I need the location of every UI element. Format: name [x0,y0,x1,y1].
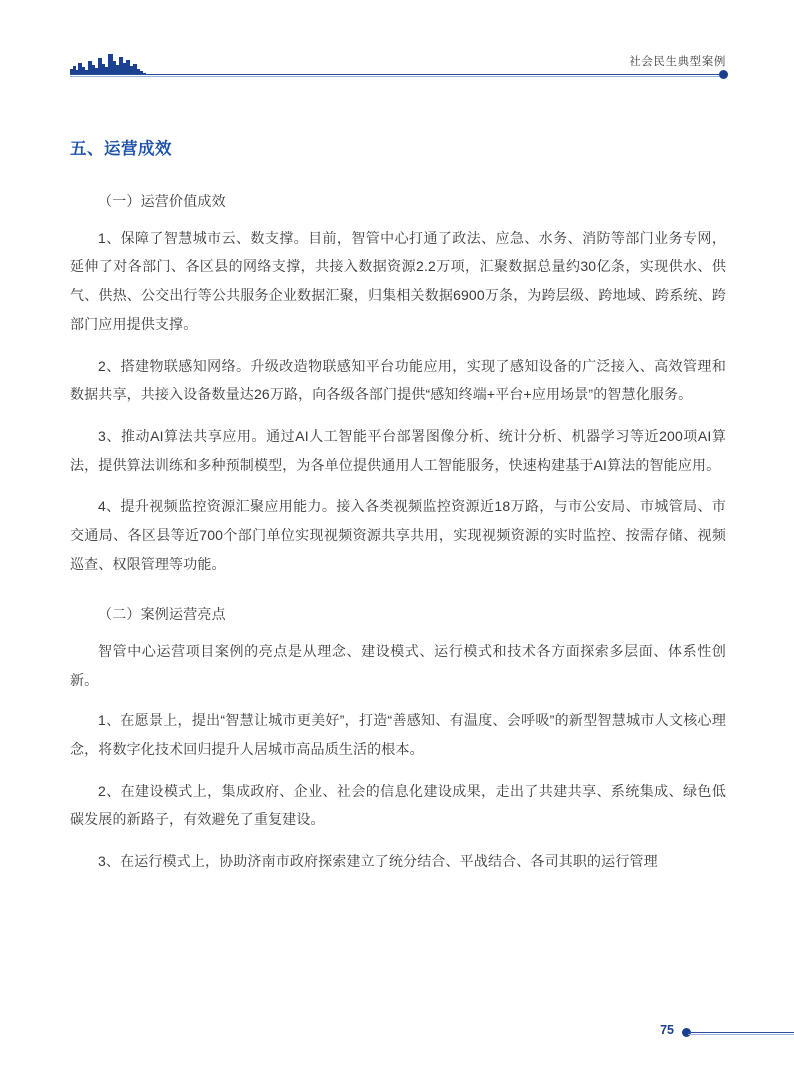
header-end-dot-icon [719,70,728,79]
subsection-two-heading: （二）案例运营亮点 [98,606,226,623]
highlight-item-2: 2、在建设模式上，集成政府、企业、社会的信息化建设成果，走出了共建共享、系统集成、绿色低碳发展的新路子，有效避免了重复建设。 [70,782,726,828]
page-number: 75 [660,1023,674,1037]
header-rule-shadow [70,76,726,77]
header-title: 社会民生典型案例 [629,56,726,68]
paragraph-item-2: 2、搭建物联感知网络。升级改造物联感知平台功能应用，实现了感知设备的广泛接入、高效管理和数据共享，共接入设备数量达26万路，向各级各部门提供“感知终端+平台+应用场景”的智慧化服务。 [70,357,726,403]
paragraph-item-4: 4、提升视频监控资源汇聚应用能力。接入各类视频监控资源近18万路，与市公安局、市城管局、市交通局、各区县等近700个部门单位实现视频资源共享共用，实现视频资源的实时监控、按需存储、视频巡查、权限管理等功能。 [70,498,726,572]
highlight-item-1: 1、在愿景上，提出“智慧让城市更美好”，打造“善感知、有温度、会呼吸”的新型智慧城市人文核心理念，将数字化技术回归提升人居城市高品质生活的根本。 [70,712,726,758]
section-spacer [70,591,726,600]
subsection-two-intro: 智管中心运营项目案例的亮点是从理念、建设模式、运行模式和技术各方面探索多层面、体系性创新。 [70,643,726,688]
footer-rule [688,1032,794,1033]
document-content [70,138,726,889]
city-skyline-icon [70,52,150,76]
paragraph-item-3: 3、推动AI算法共享应用。通过AI人工智能平台部署图像分析、统计分析、机器学习等近200项AI算法，提供算法训练和多种预制模型，为各单位提供通用人工智能服务，快速构建基于AI算法的智能应用。 [70,427,726,473]
page-footer [0,1023,794,1041]
page-title: 五、运营成效 [70,140,172,158]
highlight-item-3: 3、在运行模式上，协助济南市政府探索建立了统分结合、平战结合、各司其职的运行管理 [98,853,658,870]
page-header [0,44,794,88]
subsection-one-heading: （一）运营价值成效 [98,193,226,210]
paragraph-item-1: 1、保障了智慧城市云、数支撑。目前，智管中心打通了政法、应急、水务、消防等部门业务专网，延伸了对各部门、各区县的网络支撑，共接入数据资源2.2万项，汇聚数据总量约30亿条，实现供水、供气、供热、公交出行等公共服务企业数据汇聚，归集相关数据6900万条，为跨层级、跨地域、跨系统、跨部门应用提供支撑。 [70,229,726,332]
header-rule [70,74,726,75]
footer-rule-shadow [688,1034,794,1035]
